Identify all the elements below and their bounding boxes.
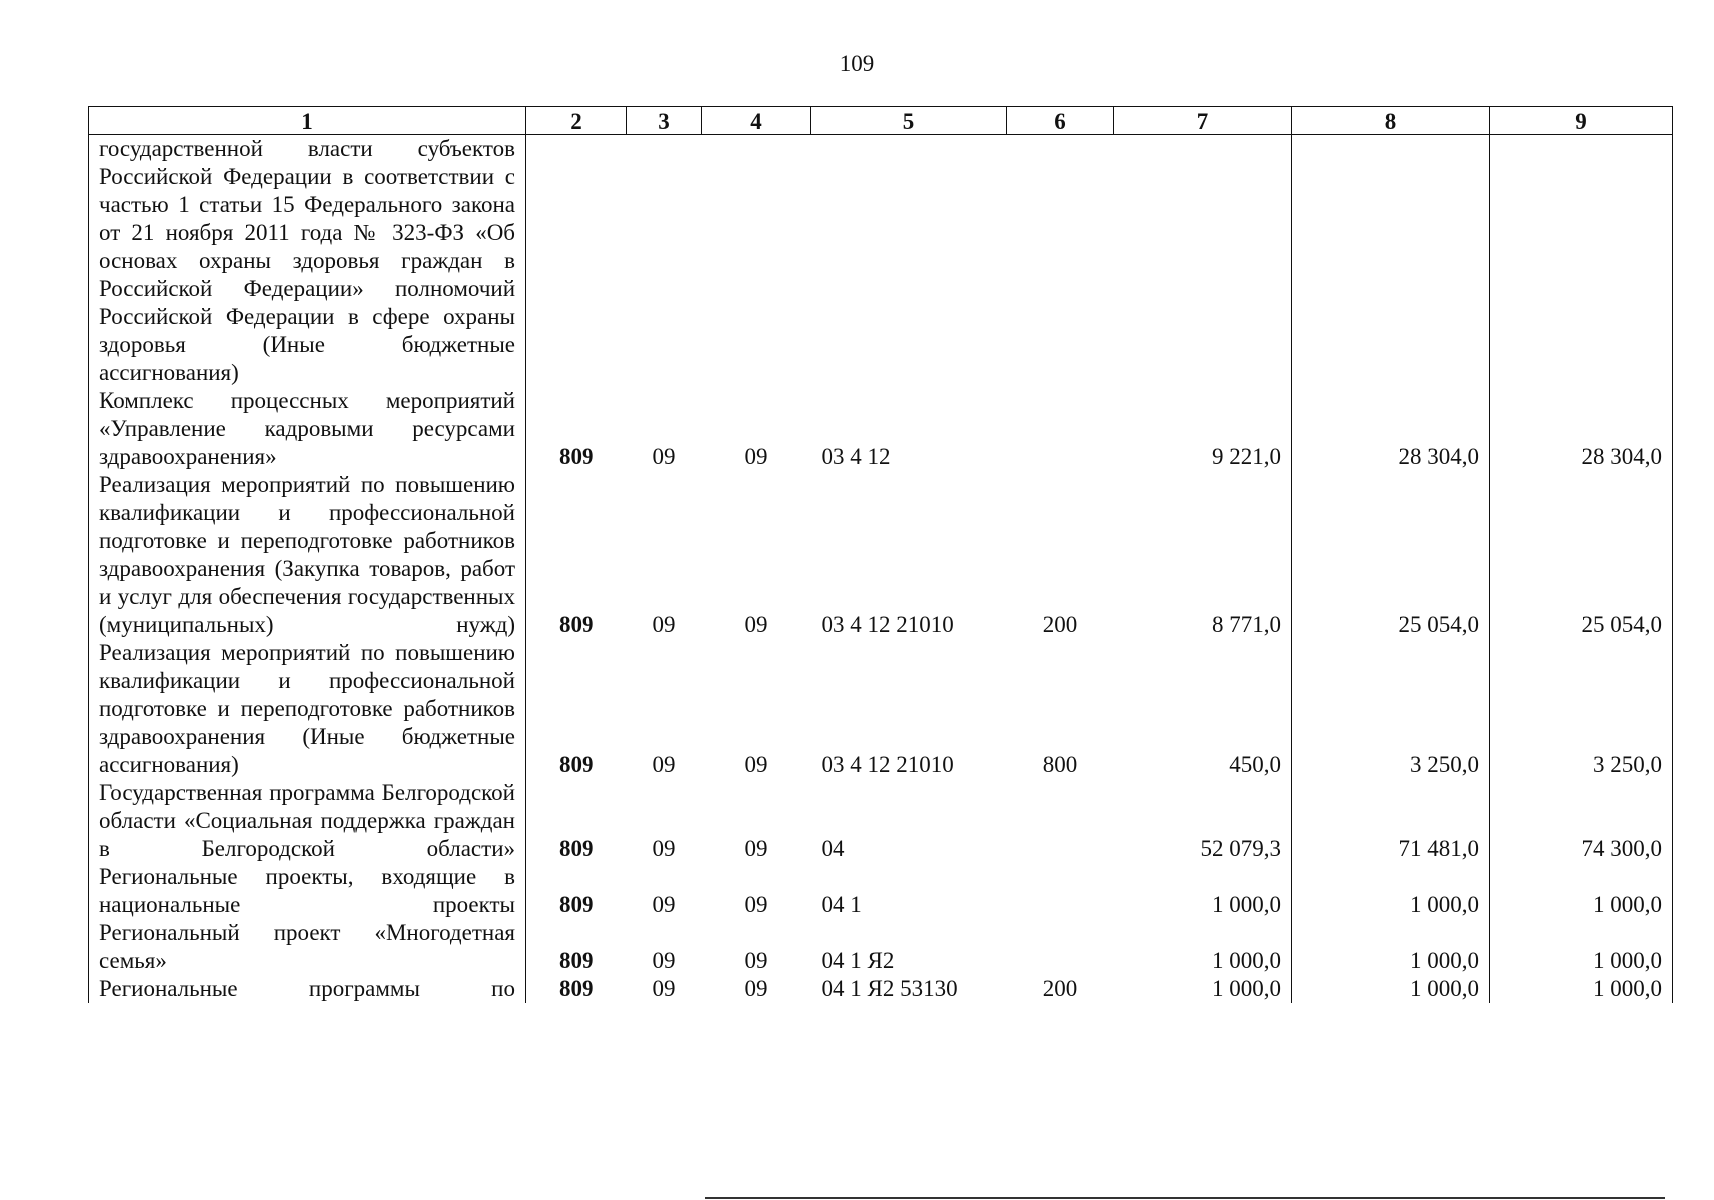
page-number: 109 (839, 51, 875, 76)
header-col-8: 8 (1292, 107, 1490, 135)
cell-subsection: 09 (744, 976, 768, 1001)
cell-amount-col9: 28 304,0 (1490, 387, 1673, 471)
cell-target-article (811, 135, 1007, 388)
cell-amount-col8 (1292, 135, 1490, 388)
cell-amount-col7: 1 000,0 (1114, 863, 1292, 919)
header-col-7: 7 (1114, 107, 1292, 135)
table-row (89, 863, 1673, 919)
cell-subsection (702, 135, 811, 388)
cell-amount-col9: 1 000,0 (1490, 863, 1673, 919)
cell-amount-col8: 28 304,0 (1292, 387, 1490, 471)
table-row (89, 387, 1673, 471)
cell-target-article: 03 4 12 21010 (821, 612, 954, 637)
cell-amount-col8: 1 000,0 (1292, 975, 1490, 1003)
cell-ministry-code (526, 135, 627, 388)
cell-expense-type (1007, 863, 1114, 919)
cell-expense-type (1007, 919, 1114, 975)
cell-target-article: 04 1 Я2 (821, 948, 895, 973)
row-description: Реализация мероприятий по повышению квалификации и профессиональной подготовке и переподготовке работников здравоохранения (Закупка товаров, работ и услуг для обеспечения государственных (муниципальных) нужд) (89, 471, 526, 639)
row-description: Региональный проект «Многодетная семья» (89, 919, 526, 975)
cell-target-article: 03 4 12 (821, 444, 891, 469)
header-col-5: 5 (811, 107, 1007, 135)
row-description: Реализация мероприятий по повышению квалификации и профессиональной подготовке и переподготовке работников здравоохранения (Иные бюджетные ассигнования) (89, 639, 526, 779)
table-row (89, 779, 1673, 863)
header-col-2: 2 (526, 107, 627, 135)
budget-table-container (88, 106, 1672, 1003)
header-col-3: 3 (627, 107, 702, 135)
header-col-4: 4 (702, 107, 811, 135)
cell-amount-col7: 1 000,0 (1114, 919, 1292, 975)
row-description: Государственная программа Белгородской области «Социальная поддержка граждан в Белгородской области» (89, 779, 526, 863)
cell-ministry-code: 809 (559, 444, 594, 469)
cell-amount-col7: 8 771,0 (1114, 471, 1292, 639)
cell-section: 09 (652, 752, 676, 777)
cell-target-article: 04 (821, 836, 845, 861)
cell-amount-col8: 1 000,0 (1292, 919, 1490, 975)
cell-subsection: 09 (744, 752, 768, 777)
cell-expense-type (1007, 779, 1114, 863)
table-row (89, 975, 1673, 1003)
cell-amount-col7: 1 000,0 (1114, 975, 1292, 1003)
cell-expense-type: 800 (1042, 752, 1078, 777)
row-description: Комплекс процессных мероприятий «Управление кадровыми ресурсами здравоохранения» (89, 387, 526, 471)
cell-section: 09 (652, 612, 676, 637)
cell-amount-col9: 1 000,0 (1490, 919, 1673, 975)
footer-rule (705, 1197, 1665, 1199)
cell-amount-col8: 25 054,0 (1292, 471, 1490, 639)
cell-ministry-code: 809 (559, 948, 594, 973)
cell-expense-type (1007, 387, 1114, 471)
row-description: Региональные проекты, входящие в национальные проекты (89, 863, 526, 919)
cell-section: 09 (652, 444, 676, 469)
table-row (89, 471, 1673, 639)
cell-subsection: 09 (744, 444, 768, 469)
cell-ministry-code: 809 (559, 836, 594, 861)
cell-amount-col7 (1114, 135, 1292, 388)
header-col-1: 1 (89, 107, 526, 135)
row-description: государственной власти субъектов Российской Федерации в соответствии с частью 1 статьи 15 Федерального закона от 21 ноября 2011 года № 323-ФЗ «Об основах охраны здоровья граждан в Российской Федерации» полномочий Российской Федерации в сфере охраны здоровья (Иные бюджетные ассигнования) (89, 135, 526, 388)
cell-subsection: 09 (744, 836, 768, 861)
cell-target-article: 03 4 12 21010 (821, 752, 954, 777)
cell-subsection: 09 (744, 948, 768, 973)
cell-amount-col9: 1 000,0 (1490, 975, 1673, 1003)
cell-ministry-code: 809 (559, 752, 594, 777)
header-row (89, 107, 1673, 135)
cell-amount-col9: 25 054,0 (1490, 471, 1673, 639)
cell-section: 09 (652, 948, 676, 973)
cell-amount-col8: 1 000,0 (1292, 863, 1490, 919)
cell-ministry-code: 809 (559, 612, 594, 637)
cell-target-article: 04 1 Я2 53130 (821, 976, 958, 1001)
cell-expense-type: 200 (1042, 976, 1078, 1001)
table-row (89, 135, 1673, 388)
cell-expense-type (1007, 135, 1114, 388)
cell-subsection: 09 (744, 612, 768, 637)
cell-amount-col8: 71 481,0 (1292, 779, 1490, 863)
budget-table (88, 106, 1673, 1003)
cell-section: 09 (652, 976, 676, 1001)
cell-amount-col9: 74 300,0 (1490, 779, 1673, 863)
table-row (89, 919, 1673, 975)
cell-amount-col9: 3 250,0 (1490, 639, 1673, 779)
table-row (89, 639, 1673, 779)
cell-target-article: 04 1 (821, 892, 862, 917)
cell-section: 09 (652, 836, 676, 861)
cell-amount-col9 (1490, 135, 1673, 388)
cell-amount-col7: 450,0 (1114, 639, 1292, 779)
row-description: Региональные программы по (89, 975, 526, 1003)
cell-subsection: 09 (744, 892, 768, 917)
cell-amount-col7: 9 221,0 (1114, 387, 1292, 471)
cell-ministry-code: 809 (559, 892, 594, 917)
cell-amount-col8: 3 250,0 (1292, 639, 1490, 779)
cell-ministry-code: 809 (559, 976, 594, 1001)
cell-amount-col7: 52 079,3 (1114, 779, 1292, 863)
cell-expense-type: 200 (1042, 612, 1078, 637)
header-col-6: 6 (1007, 107, 1114, 135)
cell-section (627, 135, 702, 388)
header-col-9: 9 (1490, 107, 1673, 135)
cell-section: 09 (652, 892, 676, 917)
